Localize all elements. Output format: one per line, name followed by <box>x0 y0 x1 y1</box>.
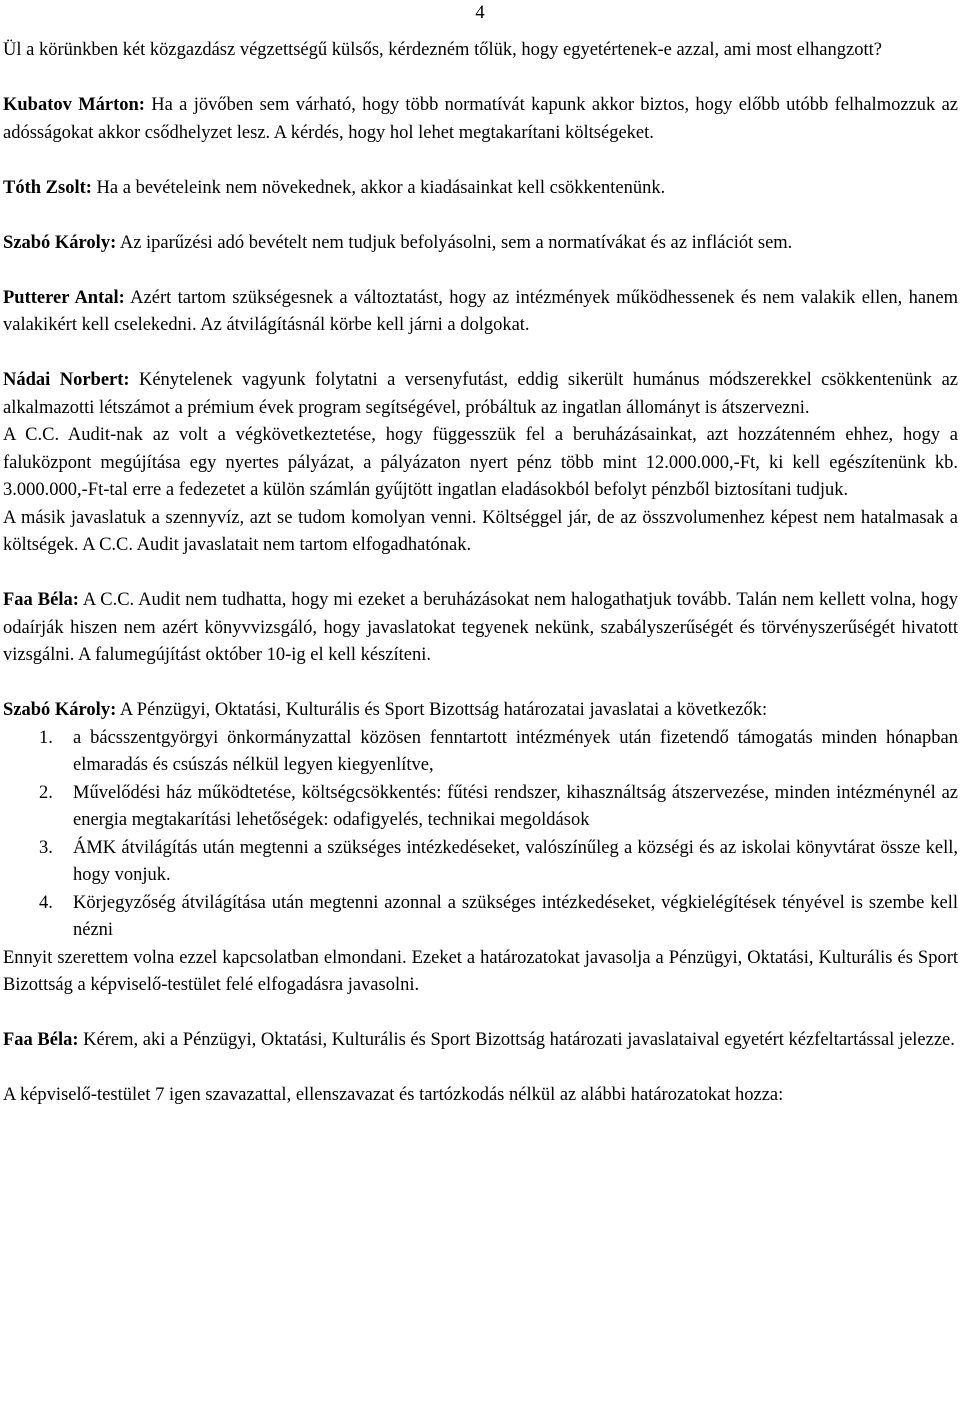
paragraph-kubatov <box>3 92 958 147</box>
speaker-name: Nádai Norbert: <box>3 370 130 390</box>
list-item <box>3 835 958 890</box>
list-text: Művelődési ház működtetése, költségcsökkentés: fűtési rendszer, kihasználtság átszervezése, minden intézménynél az energia megtakarítási lehetőségek: odafigyelés, technikai megoldások <box>73 782 958 830</box>
paragraph-nadai-szennyviz: A másik javaslatuk a szennyvíz, azt se tudom komolyan venni. Költséggel jár, de az összvolumenhez képest nem hatalmasak a költségek. A C.C. Audit javaslatait nem tartom elfogadhatónak. <box>3 507 958 555</box>
paragraph-vote-result: A képviselő-testület 7 igen szavazattal, ellenszavazat és tartózkodás nélkül az alábbi határozatokat hozza: <box>3 1085 784 1105</box>
speaker-name: Tóth Zsolt: <box>3 177 92 198</box>
speech-text: Ha a jövőben sem várható, hogy több normatívát kapunk akkor biztos, hogy előbb utóbb felhalmozzuk az adósságokat akkor csődhelyzet lesz. A kérdés, hogy hol lehet megtakarítani költségeket. <box>3 95 958 143</box>
paragraph-szabo-closing: Ennyit szerettem volna ezzel kapcsolatban elmondani. Ezeket a határozatokat javasolja a Pénzügyi, Oktatási, Kulturális és Sport Bizottság a képviselő-testület felé elfogadásra javasolni. <box>3 947 958 995</box>
paragraph-putterer <box>3 285 958 340</box>
speech-text: A Pénzügyi, Oktatási, Kulturális és Sport Bizottság határozatai javaslatai a következők: <box>116 700 768 720</box>
speech-text: A C.C. Audit nem tudhatta, hogy mi ezeket a beruházásokat nem halogathatjuk tovább. Talán nem kellett volna, hogy odaírják hiszen nem azért könyvvizsgáló, hogy javaslatokat tegyenek nekünk, szabályszerűségét és törvényszerűségét hivatott vizsgálni. A falumegújítást október 10-ig el kell készíteni. <box>3 590 958 665</box>
paragraph-nadai-audit: A C.C. Audit-nak az volt a végkövetkeztetése, hogy függesszük fel a beruházásainkat, azt hozzátenném ehhez, hogy a faluközpont megújítása egy nyertes pályázat, a pályázaton nyert pénz több mint 12.000.000,-Ft, ki kell egészítenünk kb. 3.000.000,-Ft-tal erre a fedezetet a külön számlán gyűjtött ingatlan eladásokból befolyt pénzből biztosítani tudjuk. <box>3 425 958 500</box>
paragraph-toth <box>3 175 958 203</box>
speech-text: Azért tartom szükségesnek a változtatást, hogy az intézmények működhessenek és nem valakik ellen, hanem valakikért kell cselekedni. Az átvilágításnál körbe kell járni a dolgokat. <box>3 287 958 335</box>
speaker-name: Faa Béla: <box>3 1030 79 1050</box>
document-body <box>3 37 958 1110</box>
speech-text: Kérem, aki a Pénzügyi, Oktatási, Kulturális és Sport Bizottság határozati javaslataival egyetért kézfeltartással jelezze. <box>78 1030 955 1050</box>
list-number: 1. <box>39 727 53 748</box>
speaker-name: Kubatov Márton: <box>3 95 145 115</box>
speaker-name: Szabó Károly: <box>3 232 117 253</box>
paragraph-nadai <box>3 367 958 422</box>
page-number: 4 <box>475 3 485 23</box>
speaker-name: Szabó Károly: <box>3 700 117 720</box>
speech-text: Ha a bevételeink nem növekednek, akkor a kiadásainkat kell csökkentenünk. <box>91 177 666 198</box>
speech-text: Az iparűzési adó bevételt nem tudjuk befolyásolni, sem a normatívákat és az inflációt sem. <box>116 232 793 253</box>
list-number: 2. <box>39 782 53 803</box>
speaker-name: Putterer Antal: <box>3 287 125 308</box>
list-text: a bácsszentgyörgyi önkormányzattal közösen fenntartott intézmények után fizetendő támogatás minden hónapban elmaradás és csúszás nélkül legyen kiegyenlítve, <box>73 727 958 775</box>
proposal-list <box>3 725 958 945</box>
speech-text: Kénytelenek vagyunk folytatni a versenyfutást, eddig sikerült humánus módszerekkel csökkentenünk az alkalmazotti létszámot a prémium évek program segítségével, próbáltuk az ingatlan állományt is átszervezni. <box>3 370 958 418</box>
list-text: Körjegyzőség átvilágítása után megtenni azonnal a szükséges intézkedéseket, végkielégítések tényével is szembe kell nézni <box>73 892 958 940</box>
paragraph-faa-2 <box>3 1027 958 1055</box>
list-item <box>3 890 958 945</box>
list-number: 4. <box>39 892 53 913</box>
list-item <box>3 725 958 780</box>
paragraph-szabo-1 <box>3 230 958 258</box>
paragraph-szabo-2 <box>3 697 958 725</box>
list-number: 3. <box>39 837 53 858</box>
list-item <box>3 780 958 835</box>
paragraph-faa-1 <box>3 587 958 670</box>
paragraph-question: Ül a körünkben két közgazdász végzettségű külsős, kérdezném tőlük, hogy egyetértenek-e azzal, ami most elhangzott? <box>3 40 882 60</box>
list-text: ÁMK átvilágítás után megtenni a szükséges intézkedéseket, valószínűleg a községi és az iskolai könyvtárat össze kell, hogy vonjuk. <box>73 837 958 885</box>
speaker-name: Faa Béla: <box>3 590 79 610</box>
